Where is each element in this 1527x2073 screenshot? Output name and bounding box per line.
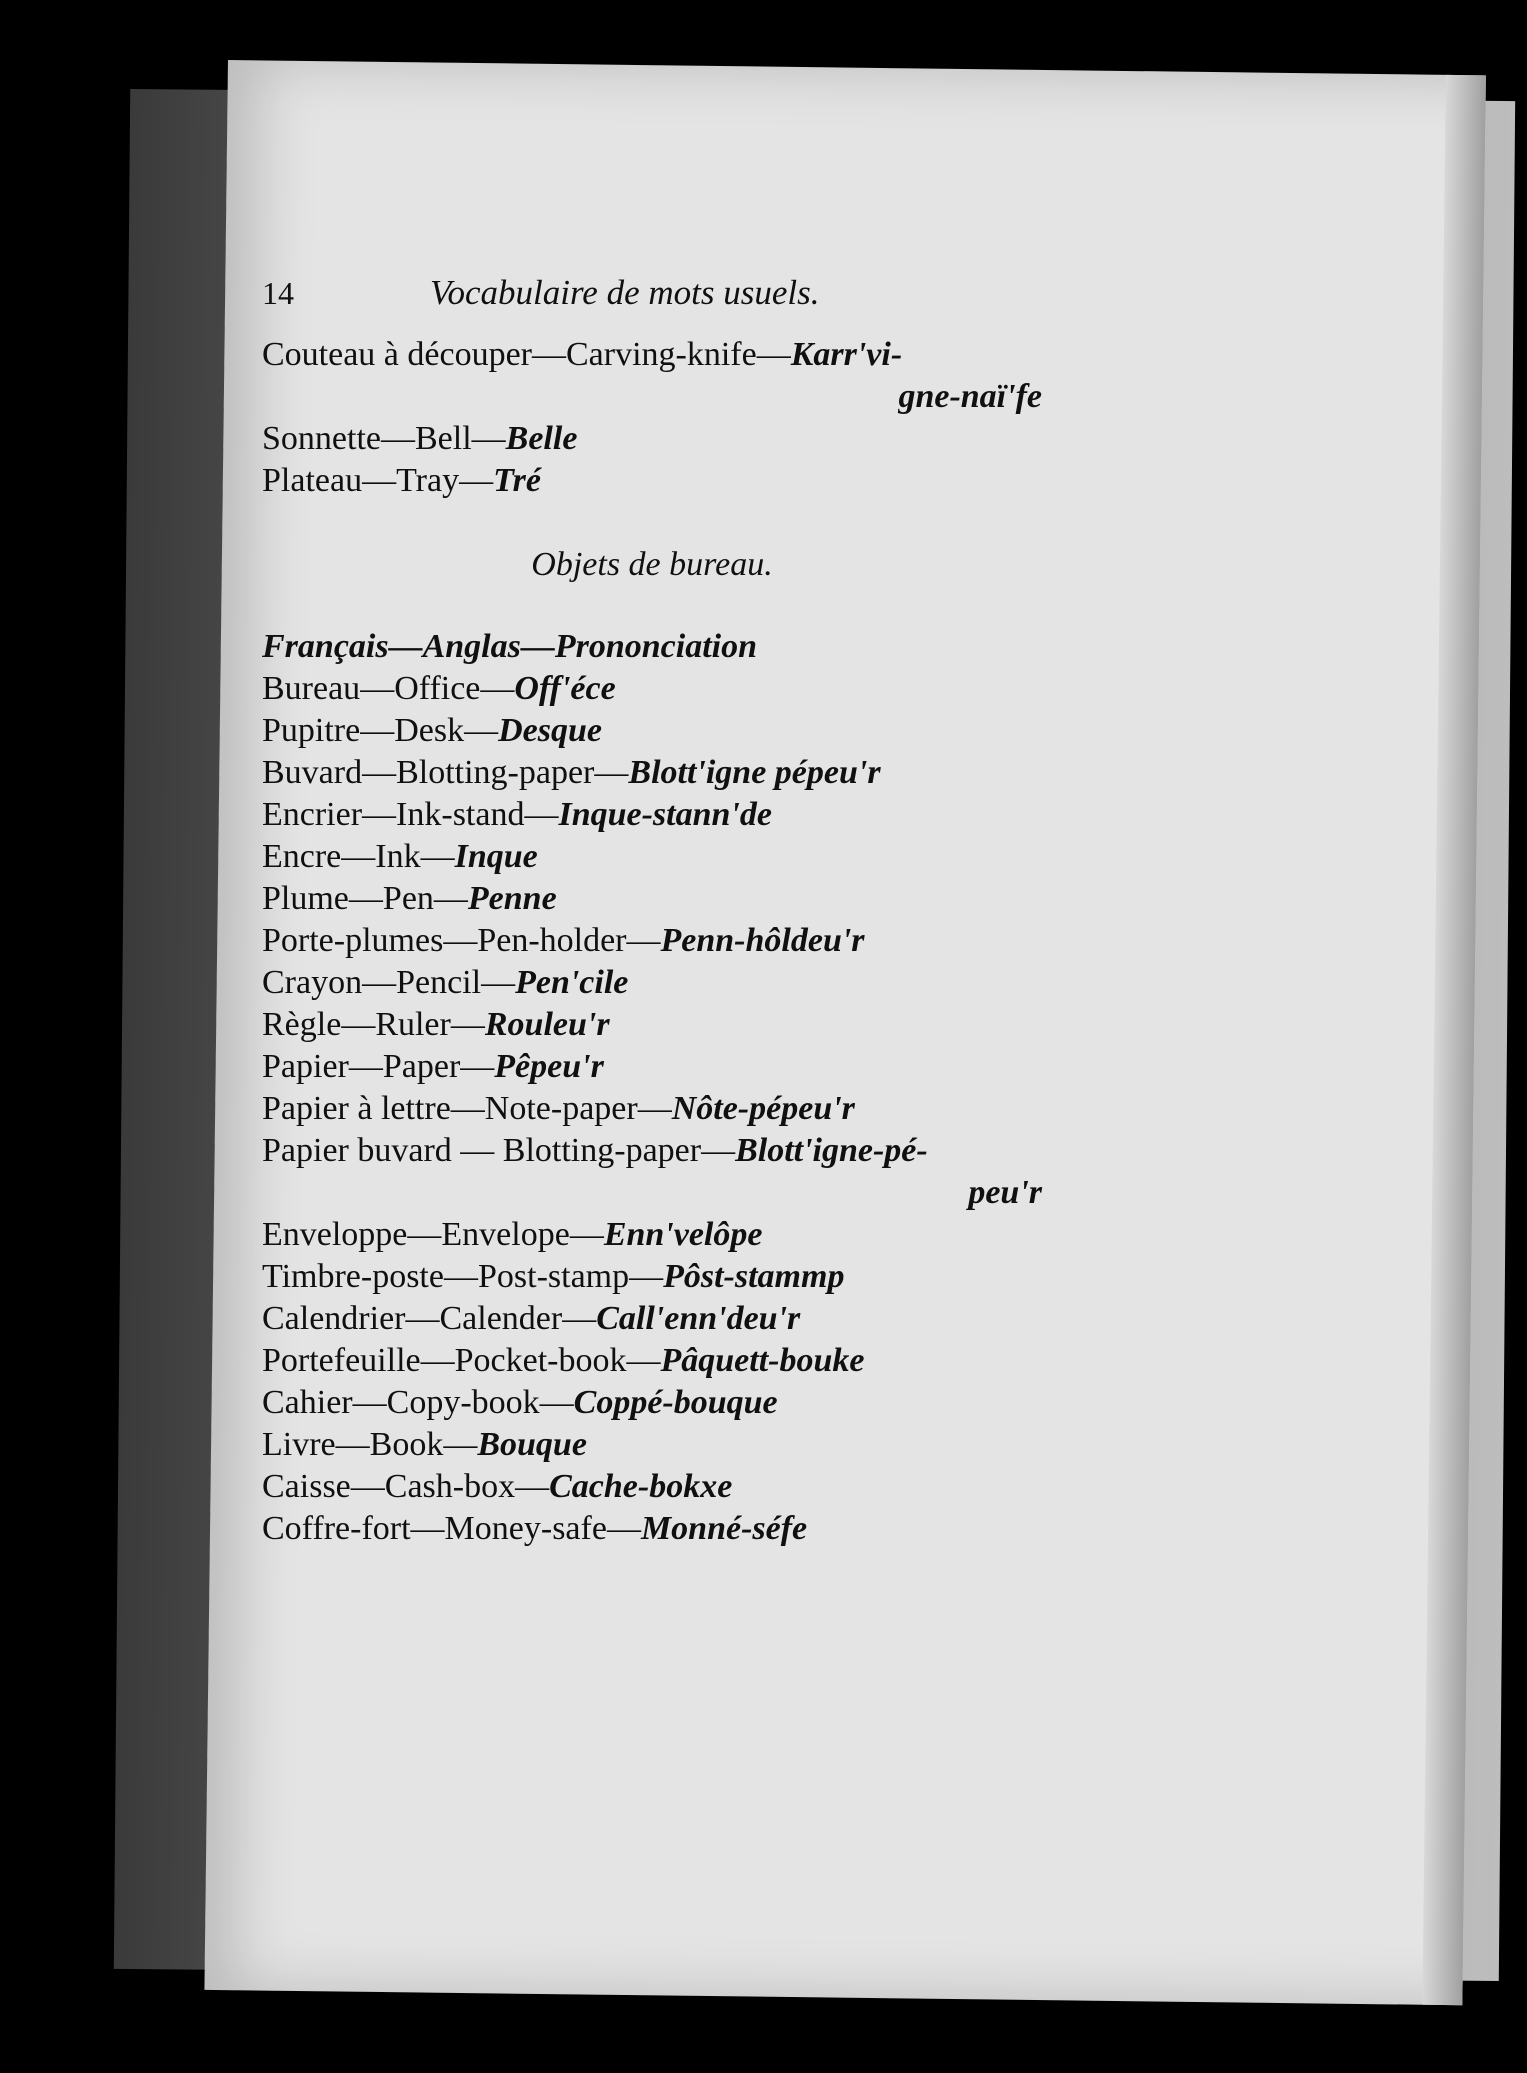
french-word: Papier à lettre	[262, 1090, 451, 1127]
pronunciation: Pôst-stammp	[663, 1258, 845, 1295]
english-word: Book	[369, 1426, 444, 1463]
dash-separator: —	[341, 1006, 376, 1043]
french-word: Plateau	[262, 462, 363, 499]
french-word: Encrier	[262, 796, 363, 833]
english-word: Carving-knife	[566, 336, 757, 373]
dash-separator: —	[362, 796, 397, 833]
dash-separator: —	[629, 1258, 664, 1295]
english-word: Office	[394, 670, 481, 707]
vocab-entry	[262, 1004, 1062, 1046]
dash-separator: —	[362, 754, 397, 791]
vocab-entry	[262, 1088, 1062, 1130]
french-word: Enveloppe	[262, 1216, 408, 1253]
running-title: Vocabulaire de mots usuels.	[430, 273, 820, 312]
page-number: 14	[262, 275, 294, 311]
vocab-entry	[262, 460, 1062, 502]
vocab-entry	[262, 1340, 1062, 1382]
english-word: Copy-book	[386, 1384, 540, 1421]
english-word: Paper	[382, 1048, 461, 1085]
dash-separator: —	[335, 1426, 370, 1463]
vocab-entry	[262, 1424, 1062, 1466]
pronunciation-continuation: peu'r	[968, 1174, 1042, 1211]
vocab-entry	[262, 1382, 1062, 1424]
dash-separator: —	[443, 1258, 478, 1295]
pronunciation: Enn'velôpe	[603, 1216, 763, 1253]
vocab-entry	[262, 710, 1062, 752]
dash-separator: —	[407, 1216, 442, 1253]
vocab-entry	[262, 1508, 1062, 1550]
english-word: Desk	[394, 712, 465, 749]
dash-separator: —	[481, 964, 516, 1001]
english-word: Blotting-paper	[502, 1132, 702, 1169]
section-title: Objets de bureau.	[531, 546, 773, 583]
dash-separator: —	[701, 1132, 736, 1169]
french-word: Papier	[262, 1048, 349, 1085]
dash-separator: —	[450, 1090, 485, 1127]
vocab-entry	[262, 878, 1062, 920]
english-word: Bell	[414, 420, 472, 457]
english-word: Pocket-book	[454, 1342, 627, 1379]
dash-separator: —	[626, 922, 661, 959]
dash-separator: —	[594, 754, 629, 791]
page-header	[262, 272, 1062, 328]
french-word: Caisse	[262, 1468, 351, 1505]
dash-separator: —	[480, 670, 515, 707]
pronunciation: Call'enn'deu'r	[596, 1300, 801, 1337]
english-word: Pen	[382, 880, 434, 917]
english-word: Ink-stand	[396, 796, 525, 833]
vocab-entry	[262, 1466, 1062, 1508]
dash-separator: —	[606, 1510, 641, 1547]
vocab-entry	[262, 962, 1062, 1004]
dash-separator: —	[756, 336, 791, 373]
page-content	[262, 272, 1062, 1550]
pronunciation: Coppé-bouque	[573, 1384, 778, 1421]
vocab-entry	[262, 1256, 1062, 1298]
pronunciation: Blott'igne pépeu'r	[628, 754, 881, 791]
english-word: Money-safe	[444, 1510, 607, 1547]
french-word: Règle	[262, 1006, 342, 1043]
french-word: Couteau à découper	[262, 336, 532, 373]
dash-separator: —	[443, 922, 478, 959]
pronunciation: Penne	[467, 880, 557, 917]
french-word: Buvard	[262, 754, 363, 791]
french-word: Porte-plumes	[262, 922, 444, 959]
vocabulary-list-office	[262, 668, 1062, 1550]
english-word: Ink	[375, 838, 421, 875]
vocab-entry	[262, 1214, 1062, 1256]
dash-separator: —	[539, 1384, 574, 1421]
dash-separator: —	[410, 1510, 445, 1547]
dash-separator: —	[569, 1216, 604, 1253]
dash-separator: —	[532, 336, 566, 373]
vocab-entry	[262, 836, 1062, 878]
dash-separator: —	[450, 1006, 485, 1043]
vocab-entry	[262, 794, 1062, 836]
english-word: Cash-box	[384, 1468, 516, 1505]
french-word: Coffre-fort	[262, 1510, 411, 1547]
vocab-entry	[262, 668, 1062, 710]
pronunciation: Penn-hôldeu'r	[660, 922, 865, 959]
dash-separator: —	[362, 462, 397, 499]
pronunciation: Desque	[498, 712, 602, 749]
french-word: Plume	[262, 880, 349, 917]
english-word: Note-paper	[484, 1090, 638, 1127]
pronunciation: Inque-stann'de	[558, 796, 772, 833]
vocab-entry	[262, 1046, 1062, 1088]
dash-separator: —	[626, 1342, 661, 1379]
pronunciation-continuation: gne-naï'fe	[898, 378, 1042, 415]
pronunciation: Pen'cile	[515, 964, 629, 1001]
french-word: Livre	[262, 1426, 336, 1463]
french-word: Sonnette	[262, 420, 381, 457]
pronunciation: Monné-séfe	[640, 1510, 808, 1547]
english-word: Blotting-paper	[396, 754, 595, 791]
dash-separator: —	[471, 420, 506, 457]
dash-separator: —	[420, 1342, 455, 1379]
dash-separator: —	[524, 796, 559, 833]
pronunciation: Inque	[454, 838, 538, 875]
vocab-entry	[262, 418, 1062, 460]
dash-separator: —	[562, 1300, 597, 1337]
dash-separator: —	[360, 670, 395, 707]
dash-separator: —	[637, 1090, 672, 1127]
dash-separator: —	[360, 712, 395, 749]
french-word: Calendrier	[262, 1300, 406, 1337]
pronunciation: Pêpeu'r	[494, 1048, 604, 1085]
dash-separator: —	[348, 1048, 383, 1085]
english-word: Ruler	[375, 1006, 451, 1043]
english-word: Envelope	[441, 1216, 570, 1253]
french-word: Timbre-poste	[262, 1258, 444, 1295]
dash-separator: —	[348, 880, 383, 917]
pronunciation: Belle	[505, 420, 578, 457]
french-word: Papier buvard —	[262, 1132, 503, 1169]
vocabulary-list-top	[262, 334, 1062, 502]
dash-separator: —	[350, 1468, 385, 1505]
dash-separator: —	[405, 1300, 440, 1337]
dash-separator: —	[459, 462, 494, 499]
vocab-entry	[262, 920, 1062, 962]
vocab-entry	[262, 1298, 1062, 1340]
dash-separator: —	[433, 880, 468, 917]
pronunciation: Bouque	[477, 1426, 587, 1463]
dash-separator: —	[352, 1384, 387, 1421]
english-word: Pencil	[396, 964, 482, 1001]
french-word: Portefeuille	[262, 1342, 421, 1379]
pronunciation: Tré	[493, 462, 541, 499]
pronunciation: Karr'vi-	[790, 336, 903, 373]
dash-separator: —	[460, 1048, 495, 1085]
pronunciation: Nôte-pépeu'r	[671, 1090, 855, 1127]
pronunciation: Cache-bokxe	[549, 1468, 733, 1505]
french-word: Bureau	[262, 670, 361, 707]
english-word: Tray	[396, 462, 460, 499]
dash-separator: —	[341, 838, 376, 875]
pronunciation: Pâquett-bouke	[660, 1342, 865, 1379]
dash-separator: —	[380, 420, 415, 457]
vocab-entry	[262, 334, 1062, 376]
vocab-entry	[262, 1130, 1062, 1172]
dash-separator: —	[464, 712, 499, 749]
column-headers: Français—Anglas—Prononciation	[262, 628, 758, 665]
vocab-entry	[262, 752, 1062, 794]
english-word: Pen-holder	[477, 922, 627, 959]
dash-separator: —	[515, 1468, 550, 1505]
dash-separator: —	[420, 838, 455, 875]
french-word: Pupitre	[262, 712, 361, 749]
pronunciation: Rouleu'r	[484, 1006, 610, 1043]
english-word: Calender	[439, 1300, 563, 1337]
english-word: Post-stamp	[477, 1258, 630, 1295]
french-word: Cahier	[262, 1384, 353, 1421]
dash-separator: —	[443, 1426, 478, 1463]
french-word: Encre	[262, 838, 342, 875]
pronunciation: Off'éce	[514, 670, 616, 707]
french-word: Crayon	[262, 964, 363, 1001]
dash-separator: —	[362, 964, 397, 1001]
pronunciation: Blott'igne-pé-	[735, 1132, 928, 1169]
